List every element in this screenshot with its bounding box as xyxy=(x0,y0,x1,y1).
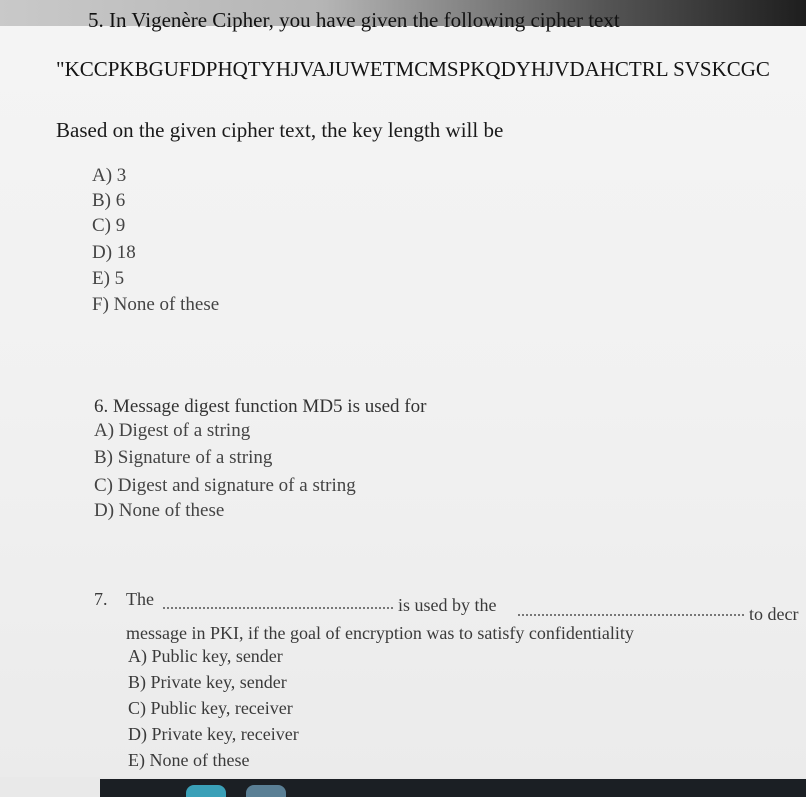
q7-option-b: B) Private key, sender xyxy=(128,672,287,692)
blank-2 xyxy=(518,603,744,621)
question-7-line2: message in PKI, if the goal of encryption was to satisfy confidentiality xyxy=(126,623,634,643)
q6-option-c: C) Digest and signature of a string xyxy=(94,475,356,496)
q6-option-d: D) None of these xyxy=(94,500,225,521)
taskbar xyxy=(100,779,806,797)
question-5-title: 5. In Vigenère Cipher, you have given the following cipher text xyxy=(88,8,620,32)
q6-option-b: B) Signature of a string xyxy=(94,447,273,468)
q5-option-e: E) 5 xyxy=(92,268,125,289)
question-7-end: to decr xyxy=(749,604,799,624)
blank-1 xyxy=(163,596,393,614)
question-7-middle: is used by the xyxy=(398,595,497,615)
q5-option-a: A) 3 xyxy=(92,165,127,186)
cipher-text: "KCCPKBGUFDPHQTYHJVAJUWETMCMSPKQDYHJVDAHCTRL SVSKCGC xyxy=(56,57,770,81)
q5-option-b: B) 6 xyxy=(92,190,126,211)
q7-option-d: D) Private key, receiver xyxy=(128,724,299,744)
q5-option-c: C) 9 xyxy=(92,215,126,236)
q7-option-c: C) Public key, receiver xyxy=(128,698,293,718)
taskbar-app-icon[interactable] xyxy=(186,785,226,797)
q5-option-f: F) None of these xyxy=(92,294,220,315)
q7-option-e: E) None of these xyxy=(128,750,250,770)
q6-option-a: A) Digest of a string xyxy=(94,420,251,441)
question-6-title: 6. Message digest function MD5 is used for xyxy=(94,396,427,417)
question-7-number: 7. xyxy=(94,589,108,609)
q7-option-a: A) Public key, sender xyxy=(128,646,283,666)
q5-option-d: D) 18 xyxy=(92,242,136,263)
question-7-the: The xyxy=(126,589,154,609)
question-5-prompt: Based on the given cipher text, the key length will be xyxy=(56,118,504,142)
taskbar-app-icon[interactable] xyxy=(246,785,286,797)
